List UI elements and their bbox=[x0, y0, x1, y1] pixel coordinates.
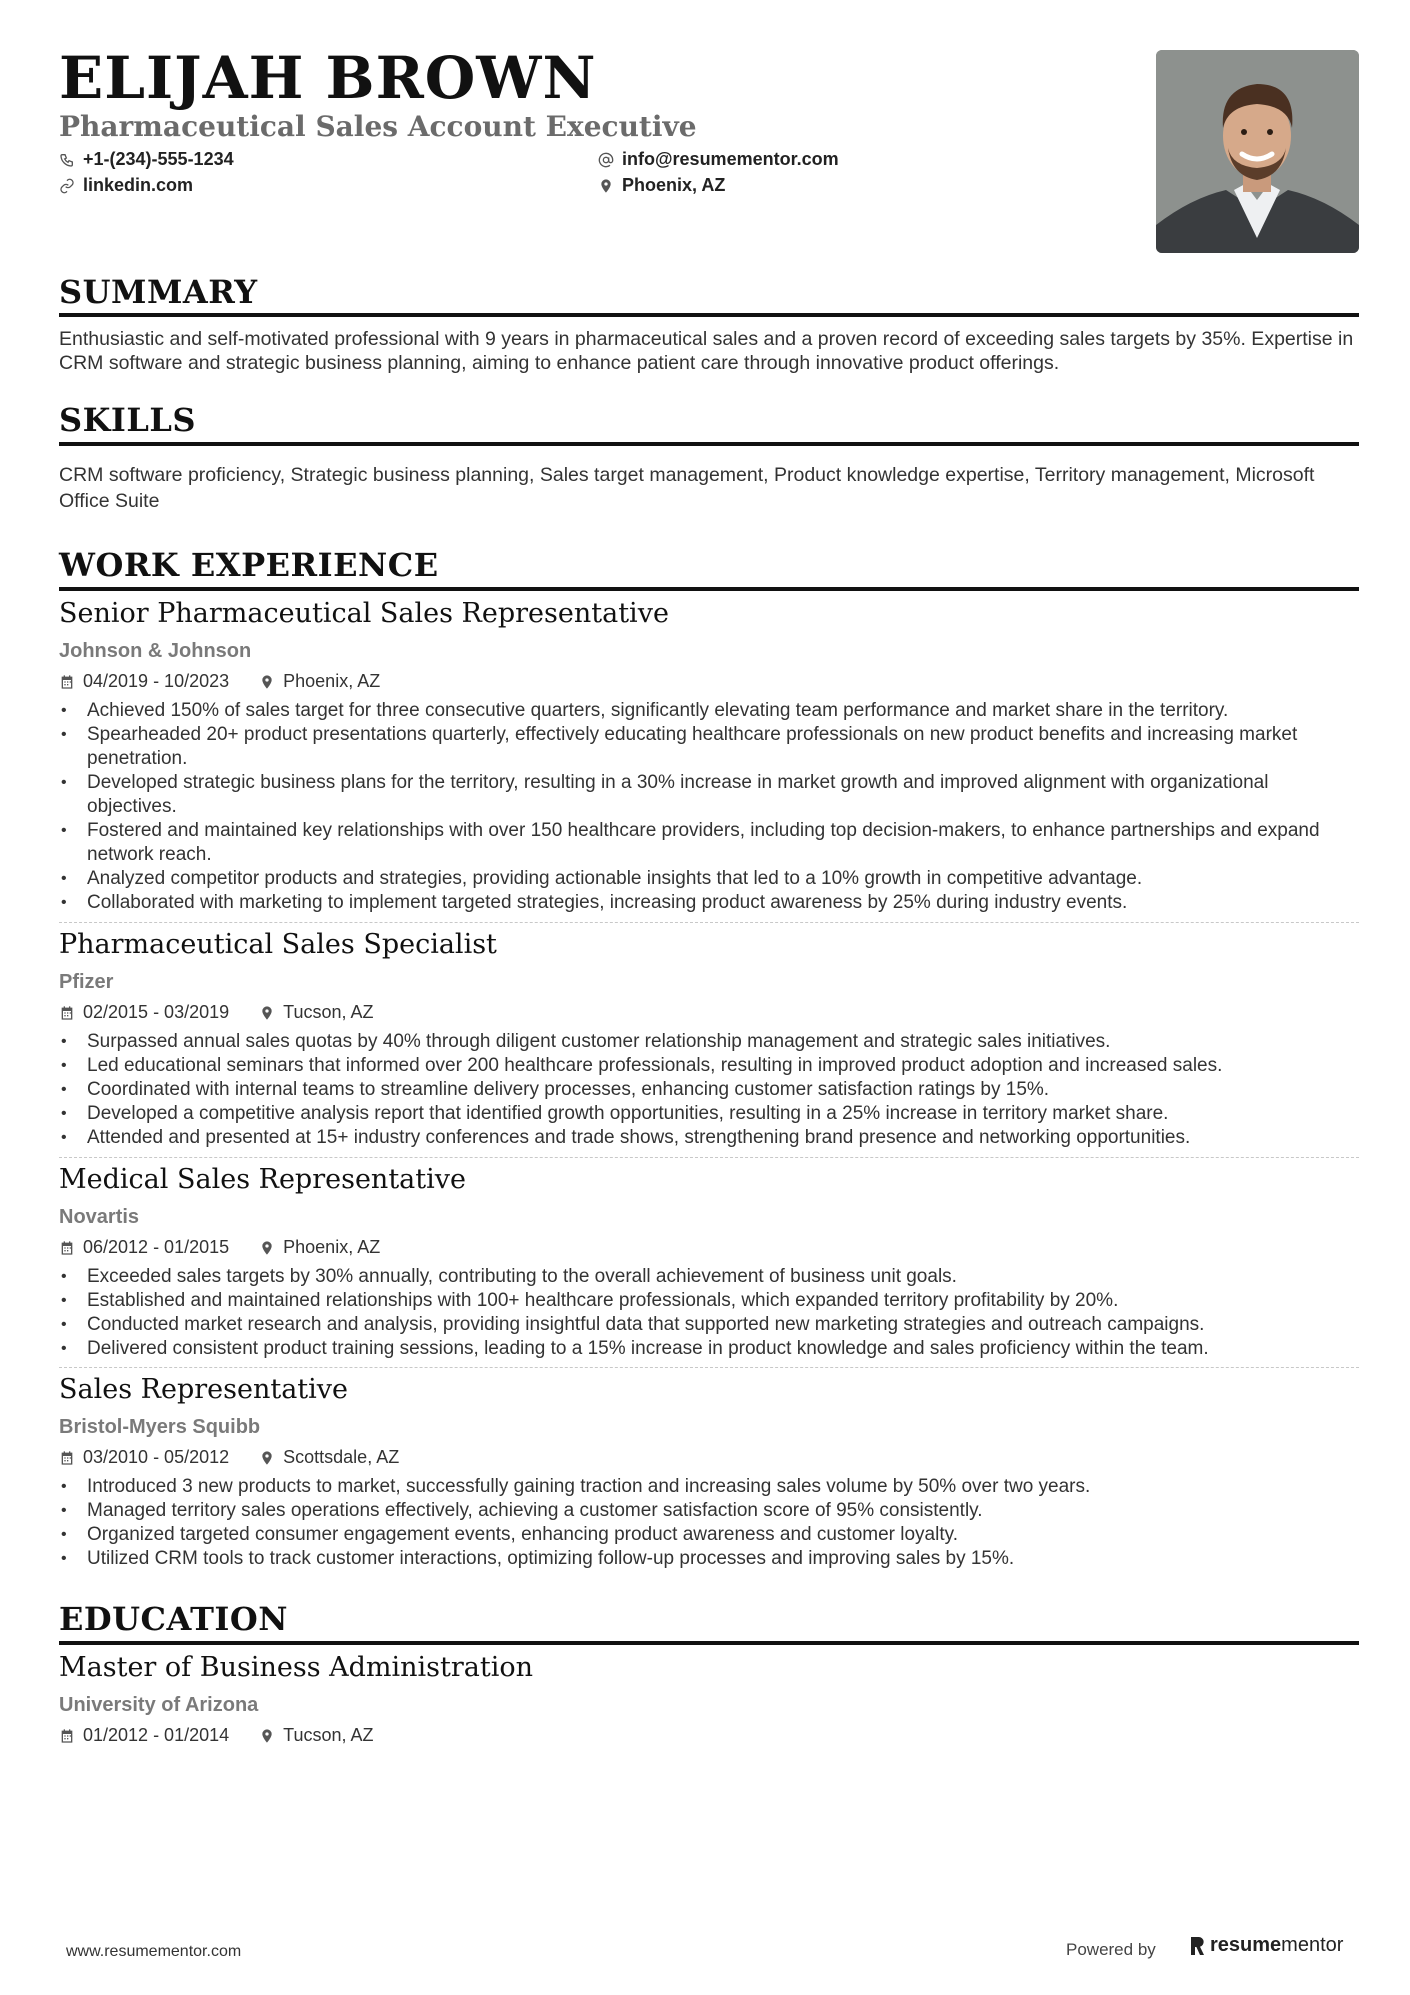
email-text: info@resumementor.com bbox=[622, 149, 839, 169]
map-pin-icon bbox=[598, 178, 614, 194]
bullet-item: • Surpassed annual sales quotas by 40% through diligent customer relationship management and strategic sales initiatives. bbox=[59, 1030, 1359, 1054]
summary-text: Enthusiastic and self-motivated professional with 9 years in pharmaceutical sales and a proven record of exceeding sales targets by 35%. Expertise in CRM software and strategic business planning, aiming to enhance patient care through innovative product offerings. bbox=[59, 328, 1354, 374]
candidate-name: ELIJAH BROWN bbox=[59, 44, 597, 112]
portrait-image bbox=[1156, 50, 1359, 253]
powered-by-label: Powered by bbox=[1066, 1940, 1156, 1959]
bullet-item: • Delivered consistent product training sessions, leading to a 15% increase in product knowledge and sales proficiency within the team. bbox=[59, 1337, 1359, 1361]
phone-text: +1-(234)-555-1234 bbox=[83, 149, 234, 169]
bullet-item: • Exceeded sales targets by 30% annually, contributing to the overall achievement of business unit goals. bbox=[59, 1265, 1359, 1289]
job-separator bbox=[59, 1157, 1359, 1158]
link-icon bbox=[59, 178, 75, 194]
job-title: Pharmaceutical Sales Specialist bbox=[59, 929, 497, 960]
education-heading: EDUCATION bbox=[59, 1600, 288, 1638]
bullet-item: • Attended and presented at 15+ industry conferences and trade shows, strengthening brand presence and networking opportunities. bbox=[59, 1126, 1359, 1150]
job-meta bbox=[59, 1002, 404, 1023]
resumementor-logo[interactable] bbox=[1188, 1934, 1343, 1957]
job-location: Phoenix, AZ bbox=[283, 671, 381, 691]
map-pin-icon bbox=[259, 1728, 275, 1744]
education-location: Tucson, AZ bbox=[283, 1725, 374, 1745]
job-title: Medical Sales Representative bbox=[59, 1164, 466, 1195]
linkedin-contact bbox=[59, 175, 193, 196]
bullet-item: • Managed territory sales operations effectively, achieving a customer satisfaction score of 95% consistently. bbox=[59, 1499, 1359, 1523]
job-bullets bbox=[59, 1030, 1359, 1150]
brand-light-text: mentor bbox=[1281, 1934, 1344, 1956]
job-separator bbox=[59, 1367, 1359, 1368]
skills-divider bbox=[59, 442, 1359, 446]
bullet-item: • Collaborated with marketing to implement targeted strategies, increasing product awareness by 25% during industry events. bbox=[59, 891, 1359, 915]
map-pin-icon bbox=[259, 1450, 275, 1466]
work-experience-heading: WORK EXPERIENCE bbox=[59, 546, 439, 584]
skills-text: CRM software proficiency, Strategic business planning, Sales target management, Product knowledge expertise, Territory management, Microsoft Office Suite bbox=[59, 464, 1315, 512]
company-name: Novartis bbox=[59, 1206, 140, 1228]
map-pin-icon bbox=[259, 1005, 275, 1021]
summary-heading: SUMMARY bbox=[59, 273, 258, 311]
bullet-item: • Led educational seminars that informed over 200 healthcare professionals, resulting in improved product adoption and increased sales. bbox=[59, 1054, 1359, 1078]
job-dates: 03/2010 - 05/2012 bbox=[83, 1447, 230, 1467]
job-meta bbox=[59, 1237, 410, 1258]
job-location: Tucson, AZ bbox=[283, 1002, 374, 1022]
job-title: Sales Representative bbox=[59, 1374, 349, 1405]
bullet-item: • Utilized CRM tools to track customer interactions, optimizing follow-up processes and improving sales by 15%. bbox=[59, 1547, 1359, 1571]
bullet-item: • Organized targeted consumer engagement events, enhancing product awareness and customer loyalty. bbox=[59, 1523, 1359, 1547]
calendar-icon bbox=[59, 1450, 75, 1466]
footer-site-link[interactable]: www.resumementor.com bbox=[66, 1943, 242, 1960]
bullet-item: • Conducted market research and analysis, providing insightful data that supported new marketing strategies and outreach campaigns. bbox=[59, 1313, 1359, 1337]
job-dates: 04/2019 - 10/2023 bbox=[83, 671, 230, 691]
job-separator bbox=[59, 922, 1359, 923]
job-dates: 06/2012 - 01/2015 bbox=[83, 1237, 230, 1257]
bullet-item: • Introduced 3 new products to market, successfully gaining traction and increasing sales volume by 50% over two years. bbox=[59, 1475, 1359, 1499]
map-pin-icon bbox=[259, 1240, 275, 1256]
calendar-icon bbox=[59, 1240, 75, 1256]
education-divider bbox=[59, 1641, 1359, 1645]
brand-bold-text: resume bbox=[1210, 1934, 1282, 1956]
job-dates: 02/2015 - 03/2019 bbox=[83, 1002, 230, 1022]
job-meta bbox=[59, 1447, 429, 1468]
company-name: Johnson & Johnson bbox=[59, 640, 252, 662]
education-meta bbox=[59, 1725, 404, 1746]
job-bullets bbox=[59, 699, 1359, 915]
at-sign-icon bbox=[598, 152, 614, 168]
job-bullets bbox=[59, 1475, 1359, 1571]
profile-photo bbox=[1156, 50, 1359, 253]
calendar-icon bbox=[59, 1005, 75, 1021]
bullet-item: • Developed strategic business plans for the territory, resulting in a 30% increase in market growth and improved alignment with organizational objectives. bbox=[59, 771, 1359, 819]
bullet-item: • Spearheaded 20+ product presentations quarterly, effectively educating healthcare professionals on new product benefits and increasing market penetration. bbox=[59, 723, 1359, 771]
job-location: Phoenix, AZ bbox=[283, 1237, 381, 1257]
company-name: Pfizer bbox=[59, 971, 114, 993]
degree-title: Master of Business Administration bbox=[59, 1652, 534, 1683]
skills-heading: SKILLS bbox=[59, 401, 196, 439]
calendar-icon bbox=[59, 1728, 75, 1744]
map-pin-icon bbox=[259, 674, 275, 690]
resumementor-logo-icon bbox=[1188, 1935, 1206, 1957]
bullet-item: • Achieved 150% of sales target for three consecutive quarters, significantly elevating team performance and market share in the territory. bbox=[59, 699, 1359, 723]
summary-divider bbox=[59, 313, 1359, 317]
job-title: Senior Pharmaceutical Sales Representative bbox=[59, 598, 669, 629]
phone-contact bbox=[59, 149, 234, 170]
education-dates: 01/2012 - 01/2014 bbox=[83, 1725, 230, 1745]
calendar-icon bbox=[59, 674, 75, 690]
linkedin-text: linkedin.com bbox=[83, 175, 194, 195]
work-experience-divider bbox=[59, 587, 1359, 591]
bullet-item: • Fostered and maintained key relationships with over 150 healthcare providers, including top decision-makers, to enhance partnerships and expand network reach. bbox=[59, 819, 1359, 867]
location-text: Phoenix, AZ bbox=[622, 175, 726, 195]
company-name: Bristol-Myers Squibb bbox=[59, 1416, 261, 1438]
job-location: Scottsdale, AZ bbox=[283, 1447, 400, 1467]
bullet-item: • Established and maintained relationships with 100+ healthcare professionals, which expanded territory profitability by 20%. bbox=[59, 1289, 1359, 1313]
bullet-item: • Coordinated with internal teams to streamline delivery processes, enhancing customer satisfaction ratings by 15%. bbox=[59, 1078, 1359, 1102]
location-contact bbox=[598, 175, 725, 196]
candidate-title: Pharmaceutical Sales Account Executive bbox=[59, 110, 697, 143]
school-name: University of Arizona bbox=[59, 1694, 259, 1716]
phone-icon bbox=[59, 152, 75, 168]
email-contact bbox=[598, 149, 839, 170]
job-meta bbox=[59, 671, 410, 692]
bullet-item: • Developed a competitive analysis report that identified growth opportunities, resulting in a 25% increase in territory market share. bbox=[59, 1102, 1359, 1126]
bullet-item: • Analyzed competitor products and strategies, providing actionable insights that led to a 10% growth in competitive advantage. bbox=[59, 867, 1359, 891]
job-bullets bbox=[59, 1265, 1359, 1361]
